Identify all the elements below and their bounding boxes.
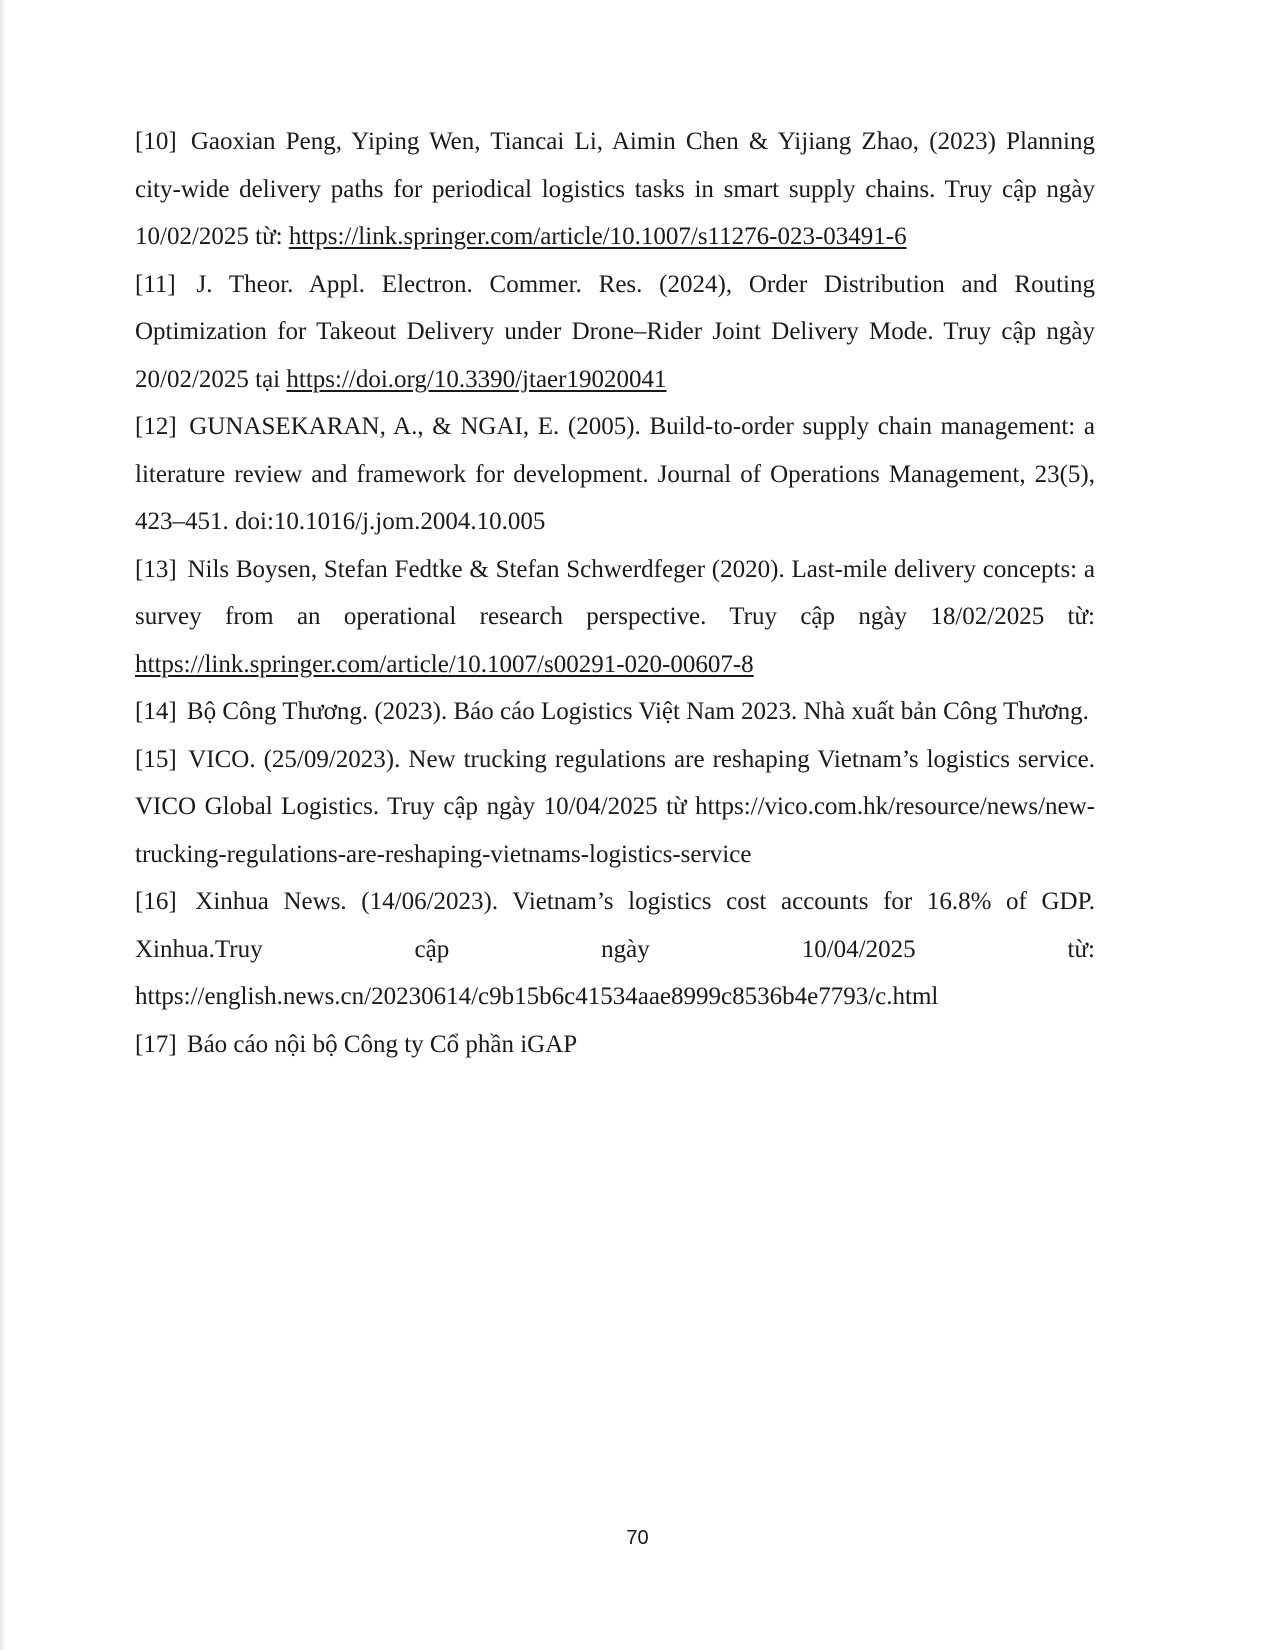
reference-13 xyxy=(135,546,1095,689)
reference-14 xyxy=(135,688,1095,736)
reference-10 xyxy=(135,118,1095,261)
reference-15 xyxy=(135,736,1095,879)
reference-number: [11] xyxy=(135,270,176,298)
reference-number: [14] xyxy=(135,698,177,725)
reference-link[interactable]: https://link.springer.com/article/10.1007/s00291-020-00607-8 xyxy=(135,650,754,678)
reference-text: VICO. (25/09/2023). New trucking regulations are reshaping Vietnam’s logistics service. VICO Global Logistics. Truy cập ngày 10/04/2025 từ xyxy=(135,745,1095,820)
reference-url-text: https://english.news.cn/20230614/c9b15b6c41534aae8999c8536b4e7793/c.html xyxy=(135,983,939,1010)
reference-16 xyxy=(135,878,1095,1021)
reference-17 xyxy=(135,1021,1095,1069)
reference-link[interactable]: https://doi.org/10.3390/jtaer19020041 xyxy=(286,365,667,393)
reference-number: [10] xyxy=(135,128,177,155)
reference-text: GUNASEKARAN, A., & NGAI, E. (2005). Build-to-order supply chain management: a literature review and framework for development. Journal of Operations Management, 23(5), 423–451. doi:10.1016/j.jom.2004.10.005 xyxy=(135,413,1095,535)
reference-text: Bộ Công Thương. (2023). Báo cáo Logistics Việt Nam 2023. Nhà xuất bản Công Thương. xyxy=(186,698,1089,725)
reference-url-text: https://vico.com.hk/resource/news/new-trucking-regulations-are-reshaping-vietnams-logistics-service xyxy=(135,793,1095,868)
reference-text: Nils Boysen, Stefan Fedtke & Stefan Schwerdfeger (2020). Last-mile delivery concepts: a survey from an operational research perspective. Truy cập ngày 18/02/2025 từ: xyxy=(135,555,1095,630)
reference-text: Báo cáo nội bộ Công ty Cổ phần iGAP xyxy=(186,1030,578,1058)
reference-11 xyxy=(135,261,1095,404)
page-number: 70 xyxy=(626,1527,649,1549)
reference-number: [12] xyxy=(135,413,177,440)
reference-text: Xinhua News. (14/06/2023). Vietnam’s logistics cost accounts for 16.8% of GDP. Xinhua.Truy cập ngày 10/04/2025 từ: xyxy=(135,888,1095,963)
reference-text: Gaoxian Peng, Yiping Wen, Tiancai Li, Aimin Chen & Yijiang Zhao, (2023) Planning city-wide delivery paths for periodical logistics tasks in smart supply chains. Truy cập ngày 10/02/2025 từ: xyxy=(135,128,1095,250)
reference-12 xyxy=(135,403,1095,546)
reference-text: J. Theor. Appl. Electron. Commer. Res. (2024), Order Distribution and Routing Optimization for Takeout Delivery under Drone–Rider Joint Delivery Mode. Truy cập ngày 20/02/2025 tại xyxy=(135,270,1096,393)
reference-number: [13] xyxy=(135,555,177,583)
reference-number: [17] xyxy=(135,1030,177,1058)
reference-number: [15] xyxy=(135,745,177,773)
reference-list xyxy=(135,118,1095,1068)
reference-link[interactable]: https://link.springer.com/article/10.1007/s11276-023-03491-6 xyxy=(288,223,907,250)
reference-number: [16] xyxy=(135,888,177,915)
scan-edge-shadow xyxy=(0,0,6,1650)
